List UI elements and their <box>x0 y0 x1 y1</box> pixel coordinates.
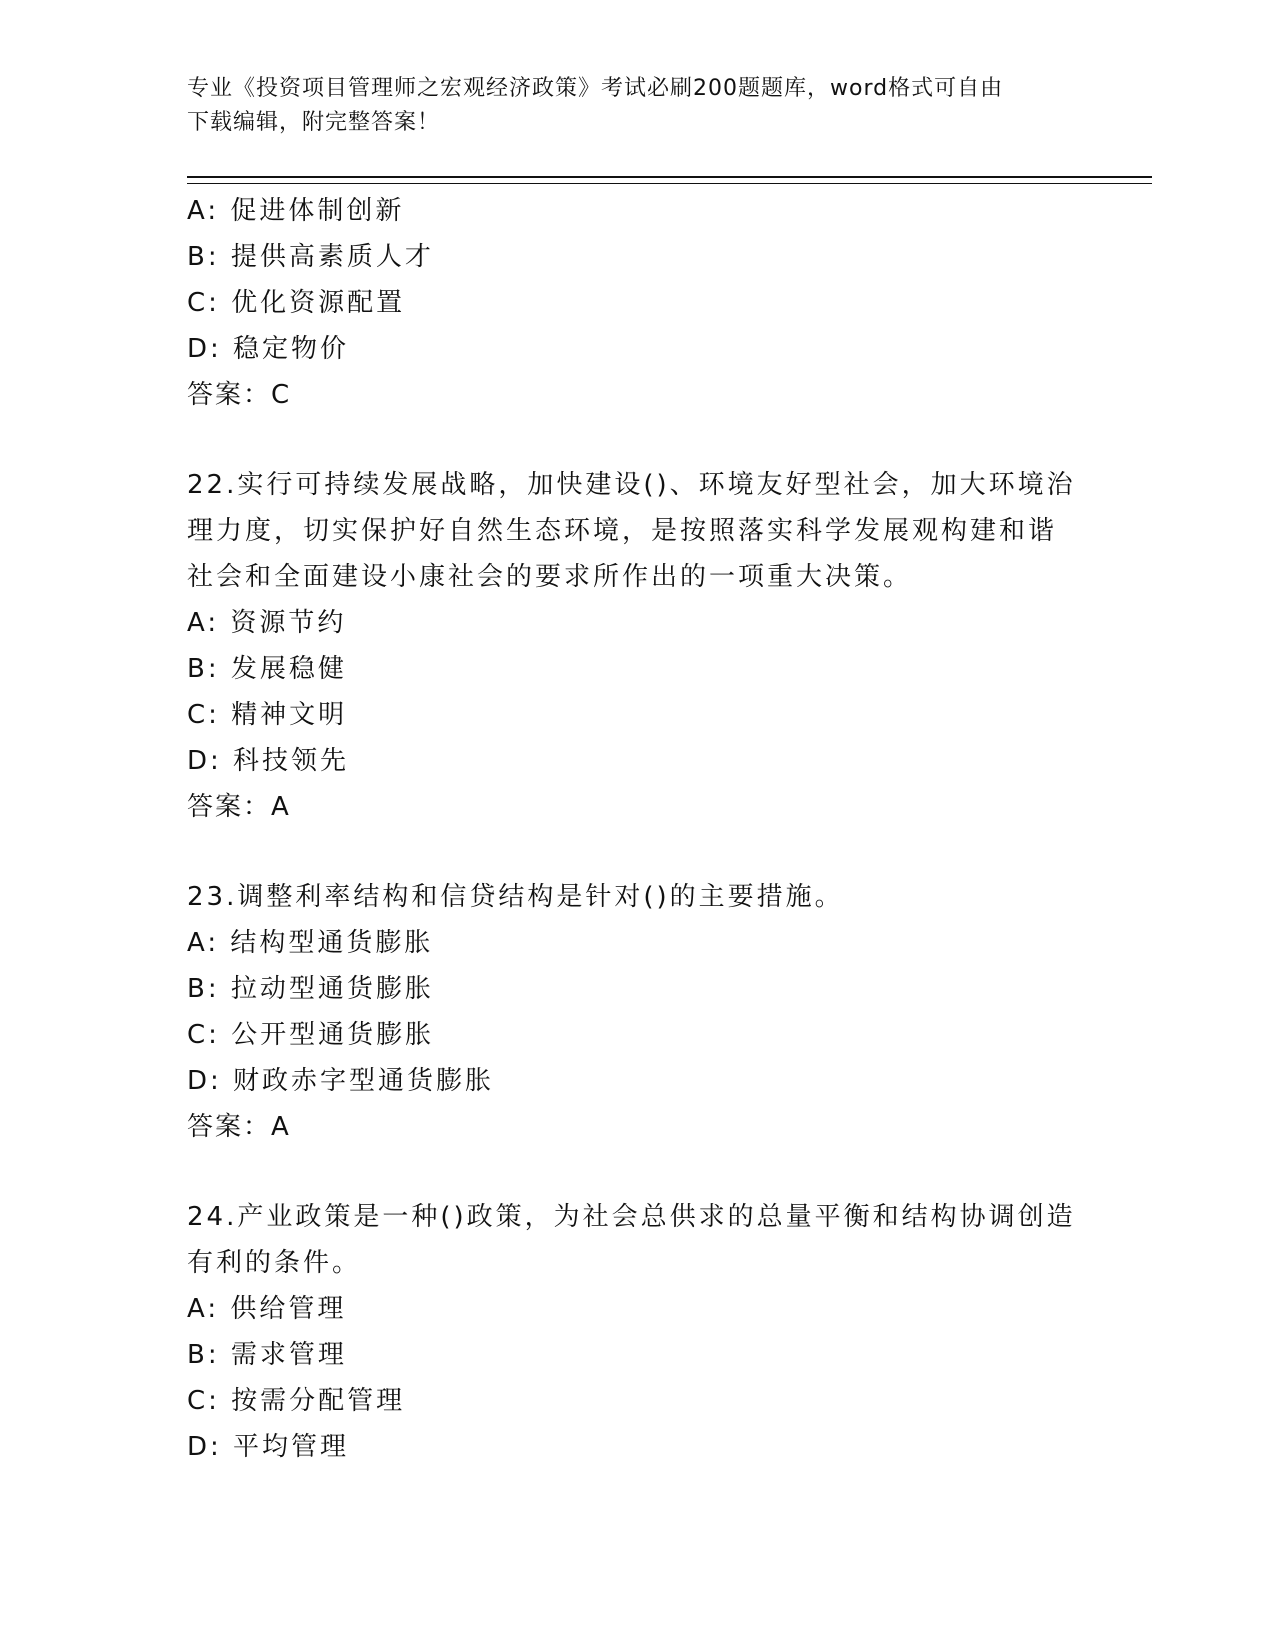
option-b: B: 需求管理 <box>187 1340 347 1370</box>
spacer <box>187 1150 1087 1194</box>
spacer <box>187 418 1087 462</box>
option-a: A: 促进体制创新 <box>187 196 405 226</box>
answer-line: 答案：A <box>187 1112 291 1142</box>
option-d: D: 稳定物价 <box>187 334 350 364</box>
question-21 <box>187 188 1087 418</box>
question-24 <box>187 1194 1087 1470</box>
option-d: D: 科技领先 <box>187 746 350 776</box>
header-divider <box>187 176 1152 184</box>
question-text-line: 23.调整利率结构和信贷结构是针对()的主要措施。 <box>187 882 844 912</box>
question-text-line: 有利的条件。 <box>187 1248 362 1278</box>
option-c: C: 公开型通货膨胀 <box>187 1020 435 1050</box>
option-d: D: 平均管理 <box>187 1432 350 1462</box>
answer-line: 答案：A <box>187 792 291 822</box>
question-text-line: 24.产业政策是一种()政策，为社会总供求的总量平衡和结构协调创造 <box>187 1202 1076 1232</box>
option-a: A: 供给管理 <box>187 1294 347 1324</box>
option-b: B: 发展稳健 <box>187 654 347 684</box>
option-a: A: 资源节约 <box>187 608 347 638</box>
option-b: B: 拉动型通货膨胀 <box>187 974 434 1004</box>
header-line-1: 专业《投资项目管理师之宏观经济政策》考试必刷200题题库，word格式可自由 <box>187 76 1004 101</box>
question-22 <box>187 462 1087 830</box>
question-text-line: 理力度，切实保护好自然生态环境，是按照落实科学发展观构建和谐 <box>187 516 1058 546</box>
option-c: C: 精神文明 <box>187 700 348 730</box>
header-line-2: 下载编辑，附完整答案！ <box>187 110 441 135</box>
question-text-line: 22.实行可持续发展战略，加快建设()、环境友好型社会，加大环境治 <box>187 470 1076 500</box>
option-a: A: 结构型通货膨胀 <box>187 928 434 958</box>
option-c: C: 优化资源配置 <box>187 288 406 318</box>
option-c: C: 按需分配管理 <box>187 1386 406 1416</box>
question-list <box>187 188 1087 1470</box>
question-text-line: 社会和全面建设小康社会的要求所作出的一项重大决策。 <box>187 562 913 592</box>
option-d: D: 财政赤字型通货膨胀 <box>187 1066 495 1096</box>
option-b: B: 提供高素质人才 <box>187 242 434 272</box>
question-23 <box>187 874 1087 1150</box>
answer-line: 答案：C <box>187 380 292 410</box>
spacer <box>187 830 1087 874</box>
document-header <box>187 72 1067 140</box>
